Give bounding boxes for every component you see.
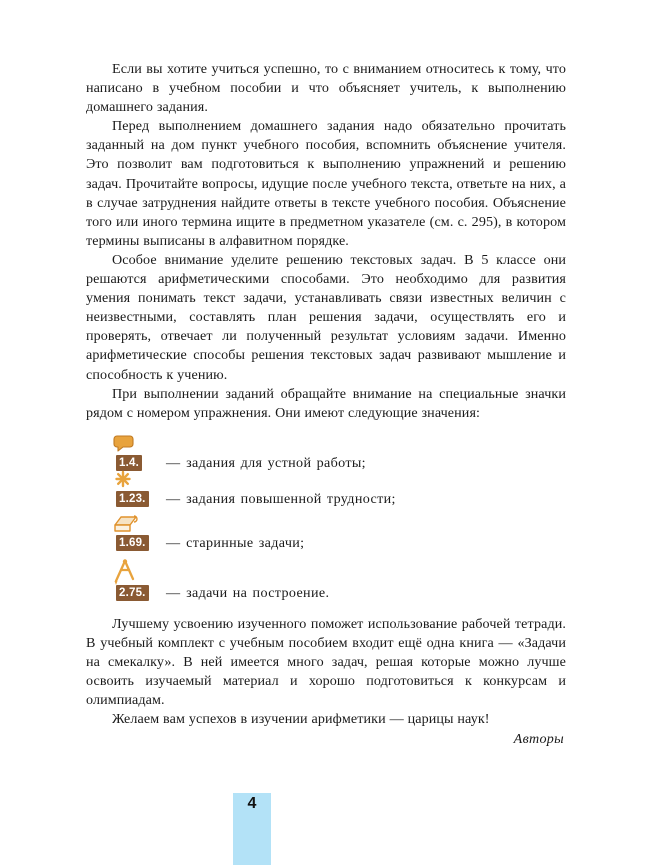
exercise-badge: 1.4.	[116, 455, 142, 471]
legend-item	[86, 437, 566, 473]
legend-label: задания для устной работы;	[186, 454, 366, 471]
exercise-badge: 2.75.	[116, 585, 149, 601]
exercise-badge: 1.69.	[116, 535, 149, 551]
paragraph-4: При выполнении заданий обращайте внимание на специальные значки рядом с номером упражнения. Они имеют следующие значения:	[86, 385, 566, 421]
legend-dash: —	[166, 490, 181, 507]
legend-label: задачи на построение.	[186, 584, 330, 601]
legend-item	[86, 553, 566, 603]
authors-signature: Авторы	[513, 731, 564, 748]
page-content	[86, 60, 566, 749]
paragraph-1: Если вы хотите учиться успешно, то с вниманием относитесь к тому, что написано в учебном пособии и что объясняет учитель, к выполнению домашнего задания.	[86, 61, 566, 116]
badge-with-icon	[110, 439, 162, 473]
badge-with-icon	[110, 569, 162, 603]
scroll-icon	[112, 512, 146, 538]
paragraph-3: Особое внимание уделите решению текстовых задач. В 5 классе они решаются арифметическими способами. Это необходимо для развития умения понимать текст задачи, устанавливать связи известных величин с неизвестными, составлять план решения задачи, осуществлять его и проверять, отвечает ли полученный результат условиям задачи. Именно арифметические способы решения текстовых задач развивают мышление и способность к учению.	[86, 251, 566, 383]
badge-with-icon	[110, 519, 162, 553]
legend-dash: —	[166, 454, 181, 471]
legend-dash: —	[166, 584, 181, 601]
legend-dash: —	[166, 534, 181, 551]
legend-list	[86, 437, 566, 603]
closing-paragraph-1: Лучшему усвоению изученного поможет использование рабочей тетради. В учебный комплект с учебным пособием входит ещё одна книга — «Задачи на смекалку». В ней имеется много задач, решая которые можно лучше освоить изучаемый материал и хорошо подготовиться к конкурсам и олимпиадам.	[86, 615, 566, 709]
legend-item	[86, 509, 566, 553]
paragraph-2: Перед выполнением домашнего задания надо обязательно прочитать заданный на дом пункт учебного пособия, вспомнить объяснение учителя. Это позволит вам подготовиться к выполнению упражнений и решению задач. Прочитайте вопросы, идущие после учебного текста, ответьте на них, а в случае затруднения найдите ответы в тексте учебного пособия. Объяснение того или иного термина ищите в предметном указателе (см. с. 295), в котором термины выписаны в алфавитном порядке.	[86, 118, 566, 249]
legend-label: задания повышенной трудности;	[186, 490, 396, 507]
page-number-tab	[233, 793, 271, 865]
page-number: 4	[247, 795, 257, 812]
legend-label: старинные задачи;	[186, 534, 305, 551]
speech-bubble-icon	[112, 432, 146, 458]
closing-paragraph-2: Желаем вам успехов в изучении арифметики — царицы наук!	[112, 711, 490, 728]
exercise-badge: 1.23.	[116, 491, 149, 507]
legend-item	[86, 473, 566, 509]
badge-with-icon	[110, 475, 162, 509]
